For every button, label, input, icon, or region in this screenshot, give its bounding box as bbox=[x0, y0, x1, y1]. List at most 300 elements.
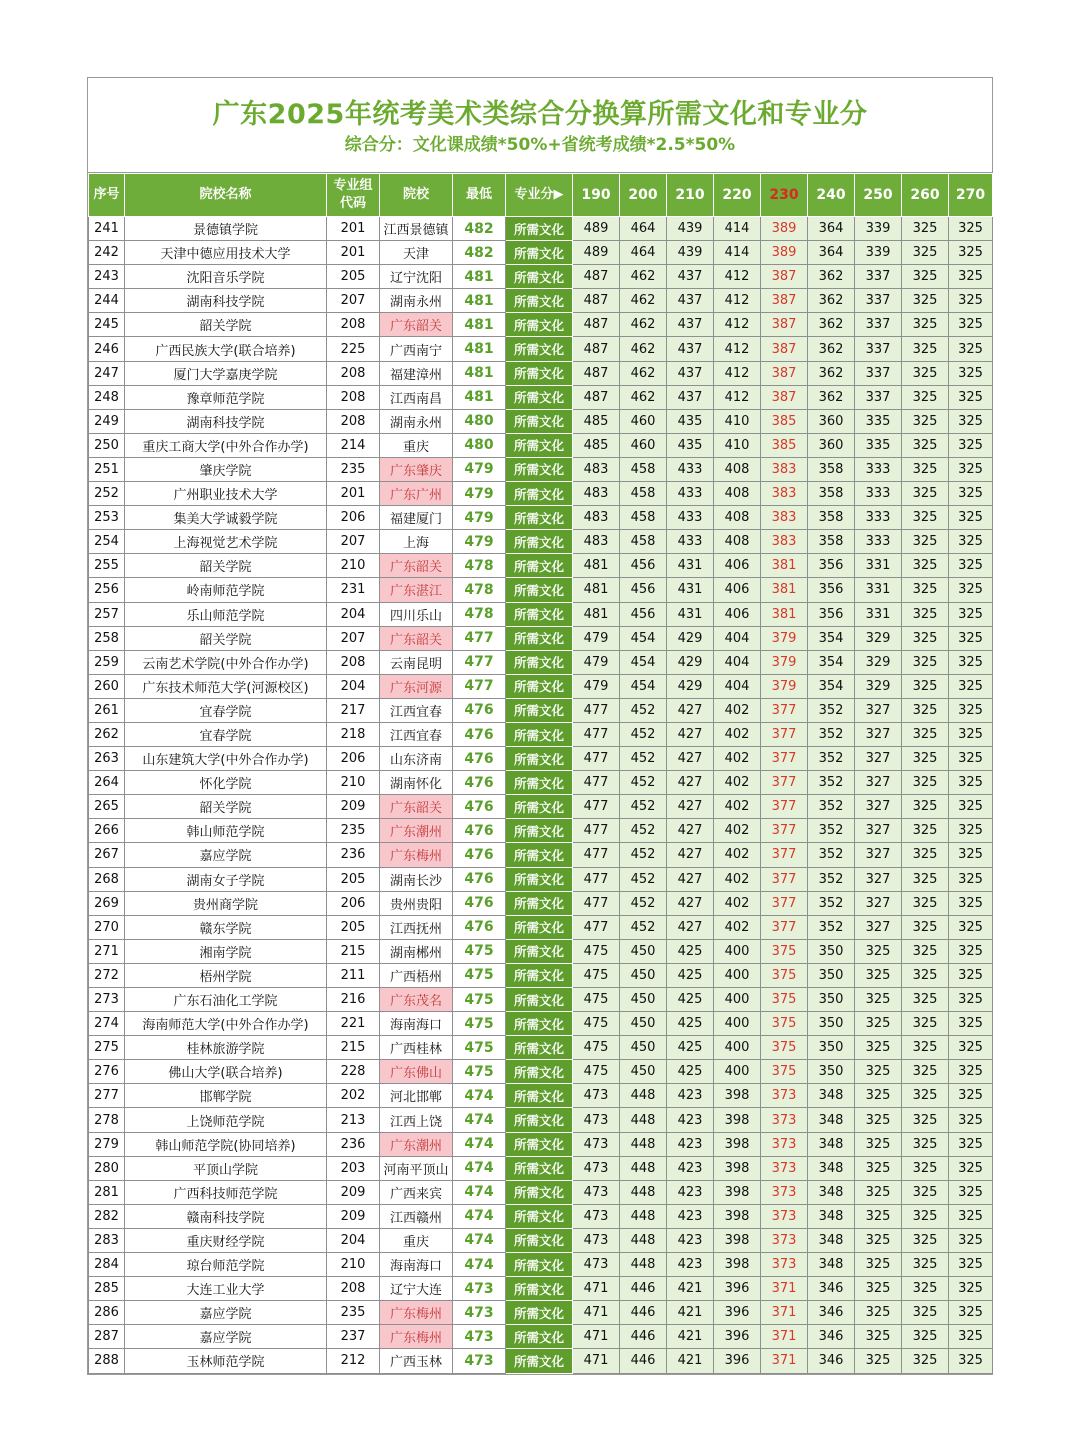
school-name: 岭南师范学院 bbox=[125, 578, 327, 602]
required-score: 400 bbox=[714, 1036, 761, 1060]
required-score: 446 bbox=[620, 1349, 667, 1373]
required-score: 352 bbox=[808, 891, 855, 915]
required-score: 325 bbox=[902, 891, 949, 915]
required-score: 448 bbox=[620, 1156, 667, 1180]
min-score: 481 bbox=[453, 289, 506, 313]
min-score: 473 bbox=[453, 1325, 506, 1349]
school-name: 嘉应学院 bbox=[125, 1301, 327, 1325]
required-score: 448 bbox=[620, 1132, 667, 1156]
group-code: 202 bbox=[327, 1084, 380, 1108]
required-score: 448 bbox=[620, 1108, 667, 1132]
required-score: 473 bbox=[573, 1156, 620, 1180]
major-label: 所需文化 bbox=[506, 1012, 573, 1036]
required-score: 475 bbox=[573, 988, 620, 1012]
required-score: 325 bbox=[949, 554, 993, 578]
group-code: 205 bbox=[327, 915, 380, 939]
required-score: 377 bbox=[761, 698, 808, 722]
school-location: 广东韶关 bbox=[380, 626, 453, 650]
required-score: 431 bbox=[667, 602, 714, 626]
min-score: 474 bbox=[453, 1132, 506, 1156]
required-score: 325 bbox=[949, 482, 993, 506]
required-score: 381 bbox=[761, 578, 808, 602]
required-score: 439 bbox=[667, 241, 714, 265]
required-score: 456 bbox=[620, 602, 667, 626]
required-score: 325 bbox=[855, 1301, 902, 1325]
required-score: 381 bbox=[761, 602, 808, 626]
school-location: 湖南郴州 bbox=[380, 939, 453, 963]
required-score: 325 bbox=[902, 1108, 949, 1132]
min-score: 479 bbox=[453, 482, 506, 506]
school-name: 韩山师范学院 bbox=[125, 819, 327, 843]
required-score: 387 bbox=[761, 313, 808, 337]
table-row bbox=[89, 361, 993, 385]
major-label: 所需文化 bbox=[506, 457, 573, 481]
required-score: 377 bbox=[761, 747, 808, 771]
required-score: 325 bbox=[902, 650, 949, 674]
required-score: 331 bbox=[855, 554, 902, 578]
row-no: 243 bbox=[89, 265, 125, 289]
required-score: 427 bbox=[667, 867, 714, 891]
required-score: 360 bbox=[808, 433, 855, 457]
min-score: 477 bbox=[453, 650, 506, 674]
school-location: 辽宁大连 bbox=[380, 1277, 453, 1301]
school-name: 重庆工商大学(中外合作办学) bbox=[125, 433, 327, 457]
major-label: 所需文化 bbox=[506, 698, 573, 722]
required-score: 377 bbox=[761, 819, 808, 843]
group-code: 203 bbox=[327, 1156, 380, 1180]
required-score: 325 bbox=[949, 843, 993, 867]
required-score: 437 bbox=[667, 337, 714, 361]
required-score: 327 bbox=[855, 747, 902, 771]
header-score-250: 250 bbox=[855, 174, 902, 217]
required-score: 477 bbox=[573, 867, 620, 891]
required-score: 404 bbox=[714, 674, 761, 698]
required-score: 379 bbox=[761, 650, 808, 674]
min-score: 478 bbox=[453, 578, 506, 602]
required-score: 383 bbox=[761, 506, 808, 530]
required-score: 325 bbox=[902, 1277, 949, 1301]
table-row bbox=[89, 698, 993, 722]
row-no: 251 bbox=[89, 457, 125, 481]
table-row bbox=[89, 313, 993, 337]
major-label: 所需文化 bbox=[506, 867, 573, 891]
required-score: 433 bbox=[667, 506, 714, 530]
required-score: 460 bbox=[620, 409, 667, 433]
required-score: 439 bbox=[667, 217, 714, 241]
table-row bbox=[89, 650, 993, 674]
school-name: 韶关学院 bbox=[125, 313, 327, 337]
required-score: 373 bbox=[761, 1084, 808, 1108]
required-score: 325 bbox=[902, 722, 949, 746]
formula-subtitle: 综合分：文化课成绩*50%+省统考成绩*2.5*50% bbox=[344, 135, 736, 155]
required-score: 325 bbox=[902, 530, 949, 554]
min-score: 474 bbox=[453, 1204, 506, 1228]
score-table bbox=[88, 173, 993, 1374]
required-score: 339 bbox=[855, 241, 902, 265]
required-score: 423 bbox=[667, 1084, 714, 1108]
table-row bbox=[89, 482, 993, 506]
school-location: 江西景德镇 bbox=[380, 217, 453, 241]
min-score: 474 bbox=[453, 1253, 506, 1277]
required-score: 404 bbox=[714, 650, 761, 674]
required-score: 325 bbox=[902, 674, 949, 698]
required-score: 362 bbox=[808, 265, 855, 289]
required-score: 325 bbox=[902, 867, 949, 891]
required-score: 358 bbox=[808, 457, 855, 481]
required-score: 398 bbox=[714, 1180, 761, 1204]
required-score: 325 bbox=[949, 409, 993, 433]
required-score: 325 bbox=[949, 891, 993, 915]
school-location: 广东广州 bbox=[380, 482, 453, 506]
major-label: 所需文化 bbox=[506, 337, 573, 361]
school-location: 辽宁沈阳 bbox=[380, 265, 453, 289]
required-score: 454 bbox=[620, 650, 667, 674]
group-code: 209 bbox=[327, 1204, 380, 1228]
required-score: 325 bbox=[902, 385, 949, 409]
row-no: 244 bbox=[89, 289, 125, 313]
required-score: 325 bbox=[902, 337, 949, 361]
min-score: 476 bbox=[453, 771, 506, 795]
required-score: 479 bbox=[573, 626, 620, 650]
required-score: 350 bbox=[808, 963, 855, 987]
school-location: 江西抚州 bbox=[380, 915, 453, 939]
major-label: 所需文化 bbox=[506, 361, 573, 385]
major-label: 所需文化 bbox=[506, 1253, 573, 1277]
group-code: 207 bbox=[327, 626, 380, 650]
school-name: 肇庆学院 bbox=[125, 457, 327, 481]
row-no: 263 bbox=[89, 747, 125, 771]
major-label: 所需文化 bbox=[506, 915, 573, 939]
required-score: 464 bbox=[620, 217, 667, 241]
school-location: 湖南长沙 bbox=[380, 867, 453, 891]
required-score: 337 bbox=[855, 361, 902, 385]
required-score: 325 bbox=[902, 241, 949, 265]
school-name: 梧州学院 bbox=[125, 963, 327, 987]
required-score: 333 bbox=[855, 506, 902, 530]
header-location: 院校 bbox=[380, 174, 453, 217]
group-code: 221 bbox=[327, 1012, 380, 1036]
group-code: 237 bbox=[327, 1325, 380, 1349]
table-row bbox=[89, 602, 993, 626]
required-score: 375 bbox=[761, 1012, 808, 1036]
required-score: 448 bbox=[620, 1204, 667, 1228]
required-score: 325 bbox=[902, 1325, 949, 1349]
min-score: 481 bbox=[453, 265, 506, 289]
header-score-190: 190 bbox=[573, 174, 620, 217]
group-code: 210 bbox=[327, 554, 380, 578]
required-score: 325 bbox=[902, 482, 949, 506]
required-score: 473 bbox=[573, 1253, 620, 1277]
min-score: 482 bbox=[453, 217, 506, 241]
major-label: 所需文化 bbox=[506, 1349, 573, 1373]
required-score: 448 bbox=[620, 1253, 667, 1277]
required-score: 423 bbox=[667, 1204, 714, 1228]
score-sheet bbox=[87, 77, 993, 1375]
group-code: 206 bbox=[327, 506, 380, 530]
required-score: 352 bbox=[808, 915, 855, 939]
min-score: 478 bbox=[453, 602, 506, 626]
required-score: 460 bbox=[620, 433, 667, 457]
required-score: 425 bbox=[667, 1060, 714, 1084]
required-score: 414 bbox=[714, 217, 761, 241]
required-score: 325 bbox=[902, 795, 949, 819]
required-score: 398 bbox=[714, 1108, 761, 1132]
required-score: 402 bbox=[714, 771, 761, 795]
required-score: 373 bbox=[761, 1228, 808, 1252]
table-row bbox=[89, 891, 993, 915]
min-score: 474 bbox=[453, 1108, 506, 1132]
table-row bbox=[89, 843, 993, 867]
required-score: 350 bbox=[808, 1036, 855, 1060]
major-label: 所需文化 bbox=[506, 939, 573, 963]
school-name: 佛山大学(联合培养) bbox=[125, 1060, 327, 1084]
required-score: 473 bbox=[573, 1228, 620, 1252]
row-no: 282 bbox=[89, 1204, 125, 1228]
required-score: 358 bbox=[808, 506, 855, 530]
table-row bbox=[89, 963, 993, 987]
row-no: 268 bbox=[89, 867, 125, 891]
required-score: 325 bbox=[949, 241, 993, 265]
group-code: 218 bbox=[327, 722, 380, 746]
min-score: 477 bbox=[453, 626, 506, 650]
required-score: 375 bbox=[761, 939, 808, 963]
required-score: 402 bbox=[714, 819, 761, 843]
required-score: 458 bbox=[620, 506, 667, 530]
required-score: 398 bbox=[714, 1228, 761, 1252]
row-no: 277 bbox=[89, 1084, 125, 1108]
required-score: 325 bbox=[902, 988, 949, 1012]
required-score: 387 bbox=[761, 265, 808, 289]
row-no: 242 bbox=[89, 241, 125, 265]
school-name: 沈阳音乐学院 bbox=[125, 265, 327, 289]
required-score: 462 bbox=[620, 337, 667, 361]
table-row bbox=[89, 1036, 993, 1060]
school-name: 琼台师范学院 bbox=[125, 1253, 327, 1277]
row-no: 256 bbox=[89, 578, 125, 602]
required-score: 362 bbox=[808, 337, 855, 361]
major-label: 所需文化 bbox=[506, 433, 573, 457]
required-score: 325 bbox=[902, 361, 949, 385]
required-score: 406 bbox=[714, 578, 761, 602]
required-score: 425 bbox=[667, 1036, 714, 1060]
required-score: 333 bbox=[855, 457, 902, 481]
required-score: 327 bbox=[855, 698, 902, 722]
required-score: 452 bbox=[620, 698, 667, 722]
school-name: 广东石油化工学院 bbox=[125, 988, 327, 1012]
required-score: 400 bbox=[714, 1012, 761, 1036]
required-score: 452 bbox=[620, 891, 667, 915]
required-score: 356 bbox=[808, 602, 855, 626]
min-score: 475 bbox=[453, 988, 506, 1012]
school-name: 山东建筑大学(中外合作办学) bbox=[125, 747, 327, 771]
required-score: 325 bbox=[949, 650, 993, 674]
required-score: 331 bbox=[855, 602, 902, 626]
header-major: 专业分▶ bbox=[506, 174, 573, 217]
required-score: 462 bbox=[620, 385, 667, 409]
required-score: 325 bbox=[902, 1253, 949, 1277]
required-score: 346 bbox=[808, 1325, 855, 1349]
row-no: 276 bbox=[89, 1060, 125, 1084]
table-row bbox=[89, 433, 993, 457]
required-score: 325 bbox=[949, 915, 993, 939]
table-row bbox=[89, 1156, 993, 1180]
table-row bbox=[89, 457, 993, 481]
required-score: 327 bbox=[855, 771, 902, 795]
min-score: 479 bbox=[453, 506, 506, 530]
group-code: 201 bbox=[327, 217, 380, 241]
required-score: 377 bbox=[761, 867, 808, 891]
school-name: 赣东学院 bbox=[125, 915, 327, 939]
school-location: 海南海口 bbox=[380, 1012, 453, 1036]
required-score: 325 bbox=[949, 602, 993, 626]
required-score: 325 bbox=[949, 939, 993, 963]
required-score: 471 bbox=[573, 1325, 620, 1349]
required-score: 325 bbox=[902, 313, 949, 337]
row-no: 258 bbox=[89, 626, 125, 650]
required-score: 325 bbox=[902, 289, 949, 313]
required-score: 346 bbox=[808, 1277, 855, 1301]
required-score: 325 bbox=[949, 361, 993, 385]
group-code: 236 bbox=[327, 1132, 380, 1156]
required-score: 325 bbox=[902, 771, 949, 795]
required-score: 458 bbox=[620, 482, 667, 506]
required-score: 325 bbox=[949, 867, 993, 891]
table-row bbox=[89, 747, 993, 771]
required-score: 375 bbox=[761, 1036, 808, 1060]
required-score: 433 bbox=[667, 482, 714, 506]
row-no: 262 bbox=[89, 722, 125, 746]
major-label: 所需文化 bbox=[506, 385, 573, 409]
major-label: 所需文化 bbox=[506, 578, 573, 602]
group-code: 235 bbox=[327, 819, 380, 843]
required-score: 487 bbox=[573, 361, 620, 385]
title-block bbox=[88, 78, 992, 173]
row-no: 266 bbox=[89, 819, 125, 843]
group-code: 225 bbox=[327, 337, 380, 361]
table-row bbox=[89, 722, 993, 746]
table-row bbox=[89, 409, 993, 433]
major-label: 所需文化 bbox=[506, 1036, 573, 1060]
required-score: 412 bbox=[714, 289, 761, 313]
required-score: 473 bbox=[573, 1132, 620, 1156]
major-label: 所需文化 bbox=[506, 1132, 573, 1156]
header-score-270: 270 bbox=[949, 174, 993, 217]
required-score: 352 bbox=[808, 722, 855, 746]
required-score: 325 bbox=[949, 385, 993, 409]
required-score: 396 bbox=[714, 1325, 761, 1349]
table-row bbox=[89, 626, 993, 650]
school-name: 广西民族大学(联合培养) bbox=[125, 337, 327, 361]
required-score: 335 bbox=[855, 433, 902, 457]
required-score: 327 bbox=[855, 819, 902, 843]
major-label: 所需文化 bbox=[506, 217, 573, 241]
required-score: 446 bbox=[620, 1301, 667, 1325]
group-code: 215 bbox=[327, 1036, 380, 1060]
required-score: 487 bbox=[573, 385, 620, 409]
school-location: 河南平顶山 bbox=[380, 1156, 453, 1180]
min-score: 476 bbox=[453, 819, 506, 843]
required-score: 425 bbox=[667, 1012, 714, 1036]
required-score: 427 bbox=[667, 722, 714, 746]
required-score: 473 bbox=[573, 1108, 620, 1132]
table-row bbox=[89, 1301, 993, 1325]
required-score: 458 bbox=[620, 457, 667, 481]
table-row bbox=[89, 915, 993, 939]
required-score: 489 bbox=[573, 241, 620, 265]
required-score: 452 bbox=[620, 915, 667, 939]
major-label: 所需文化 bbox=[506, 602, 573, 626]
row-no: 264 bbox=[89, 771, 125, 795]
row-no: 255 bbox=[89, 554, 125, 578]
required-score: 427 bbox=[667, 747, 714, 771]
required-score: 325 bbox=[949, 674, 993, 698]
min-score: 476 bbox=[453, 867, 506, 891]
school-name: 嘉应学院 bbox=[125, 843, 327, 867]
group-code: 235 bbox=[327, 457, 380, 481]
required-score: 375 bbox=[761, 1060, 808, 1084]
required-score: 437 bbox=[667, 361, 714, 385]
school-location: 福建漳州 bbox=[380, 361, 453, 385]
required-score: 325 bbox=[902, 1228, 949, 1252]
required-score: 485 bbox=[573, 433, 620, 457]
row-no: 259 bbox=[89, 650, 125, 674]
required-score: 450 bbox=[620, 1036, 667, 1060]
major-label: 所需文化 bbox=[506, 1204, 573, 1228]
required-score: 352 bbox=[808, 795, 855, 819]
school-name: 海南师范大学(中外合作办学) bbox=[125, 1012, 327, 1036]
table-row bbox=[89, 530, 993, 554]
school-location: 海南海口 bbox=[380, 1253, 453, 1277]
school-name: 湘南学院 bbox=[125, 939, 327, 963]
required-score: 325 bbox=[902, 554, 949, 578]
required-score: 448 bbox=[620, 1084, 667, 1108]
required-score: 325 bbox=[902, 1301, 949, 1325]
school-name: 厦门大学嘉庚学院 bbox=[125, 361, 327, 385]
row-no: 273 bbox=[89, 988, 125, 1012]
major-label: 所需文化 bbox=[506, 1325, 573, 1349]
header-score-260: 260 bbox=[902, 174, 949, 217]
required-score: 427 bbox=[667, 698, 714, 722]
school-location: 重庆 bbox=[380, 1228, 453, 1252]
school-location: 河北邯郸 bbox=[380, 1084, 453, 1108]
header-min: 最低 bbox=[453, 174, 506, 217]
required-score: 427 bbox=[667, 771, 714, 795]
required-score: 452 bbox=[620, 747, 667, 771]
group-code: 211 bbox=[327, 963, 380, 987]
school-location: 江西赣州 bbox=[380, 1204, 453, 1228]
required-score: 423 bbox=[667, 1180, 714, 1204]
min-score: 479 bbox=[453, 457, 506, 481]
table-row bbox=[89, 1180, 993, 1204]
required-score: 325 bbox=[902, 1204, 949, 1228]
required-score: 462 bbox=[620, 361, 667, 385]
required-score: 352 bbox=[808, 747, 855, 771]
required-score: 356 bbox=[808, 554, 855, 578]
major-label: 所需文化 bbox=[506, 1277, 573, 1301]
required-score: 364 bbox=[808, 241, 855, 265]
required-score: 452 bbox=[620, 843, 667, 867]
group-code: 216 bbox=[327, 988, 380, 1012]
required-score: 325 bbox=[949, 217, 993, 241]
required-score: 456 bbox=[620, 578, 667, 602]
required-score: 325 bbox=[949, 457, 993, 481]
required-score: 325 bbox=[902, 1156, 949, 1180]
required-score: 448 bbox=[620, 1228, 667, 1252]
required-score: 437 bbox=[667, 313, 714, 337]
min-score: 476 bbox=[453, 891, 506, 915]
school-location: 广东韶关 bbox=[380, 795, 453, 819]
required-score: 352 bbox=[808, 843, 855, 867]
